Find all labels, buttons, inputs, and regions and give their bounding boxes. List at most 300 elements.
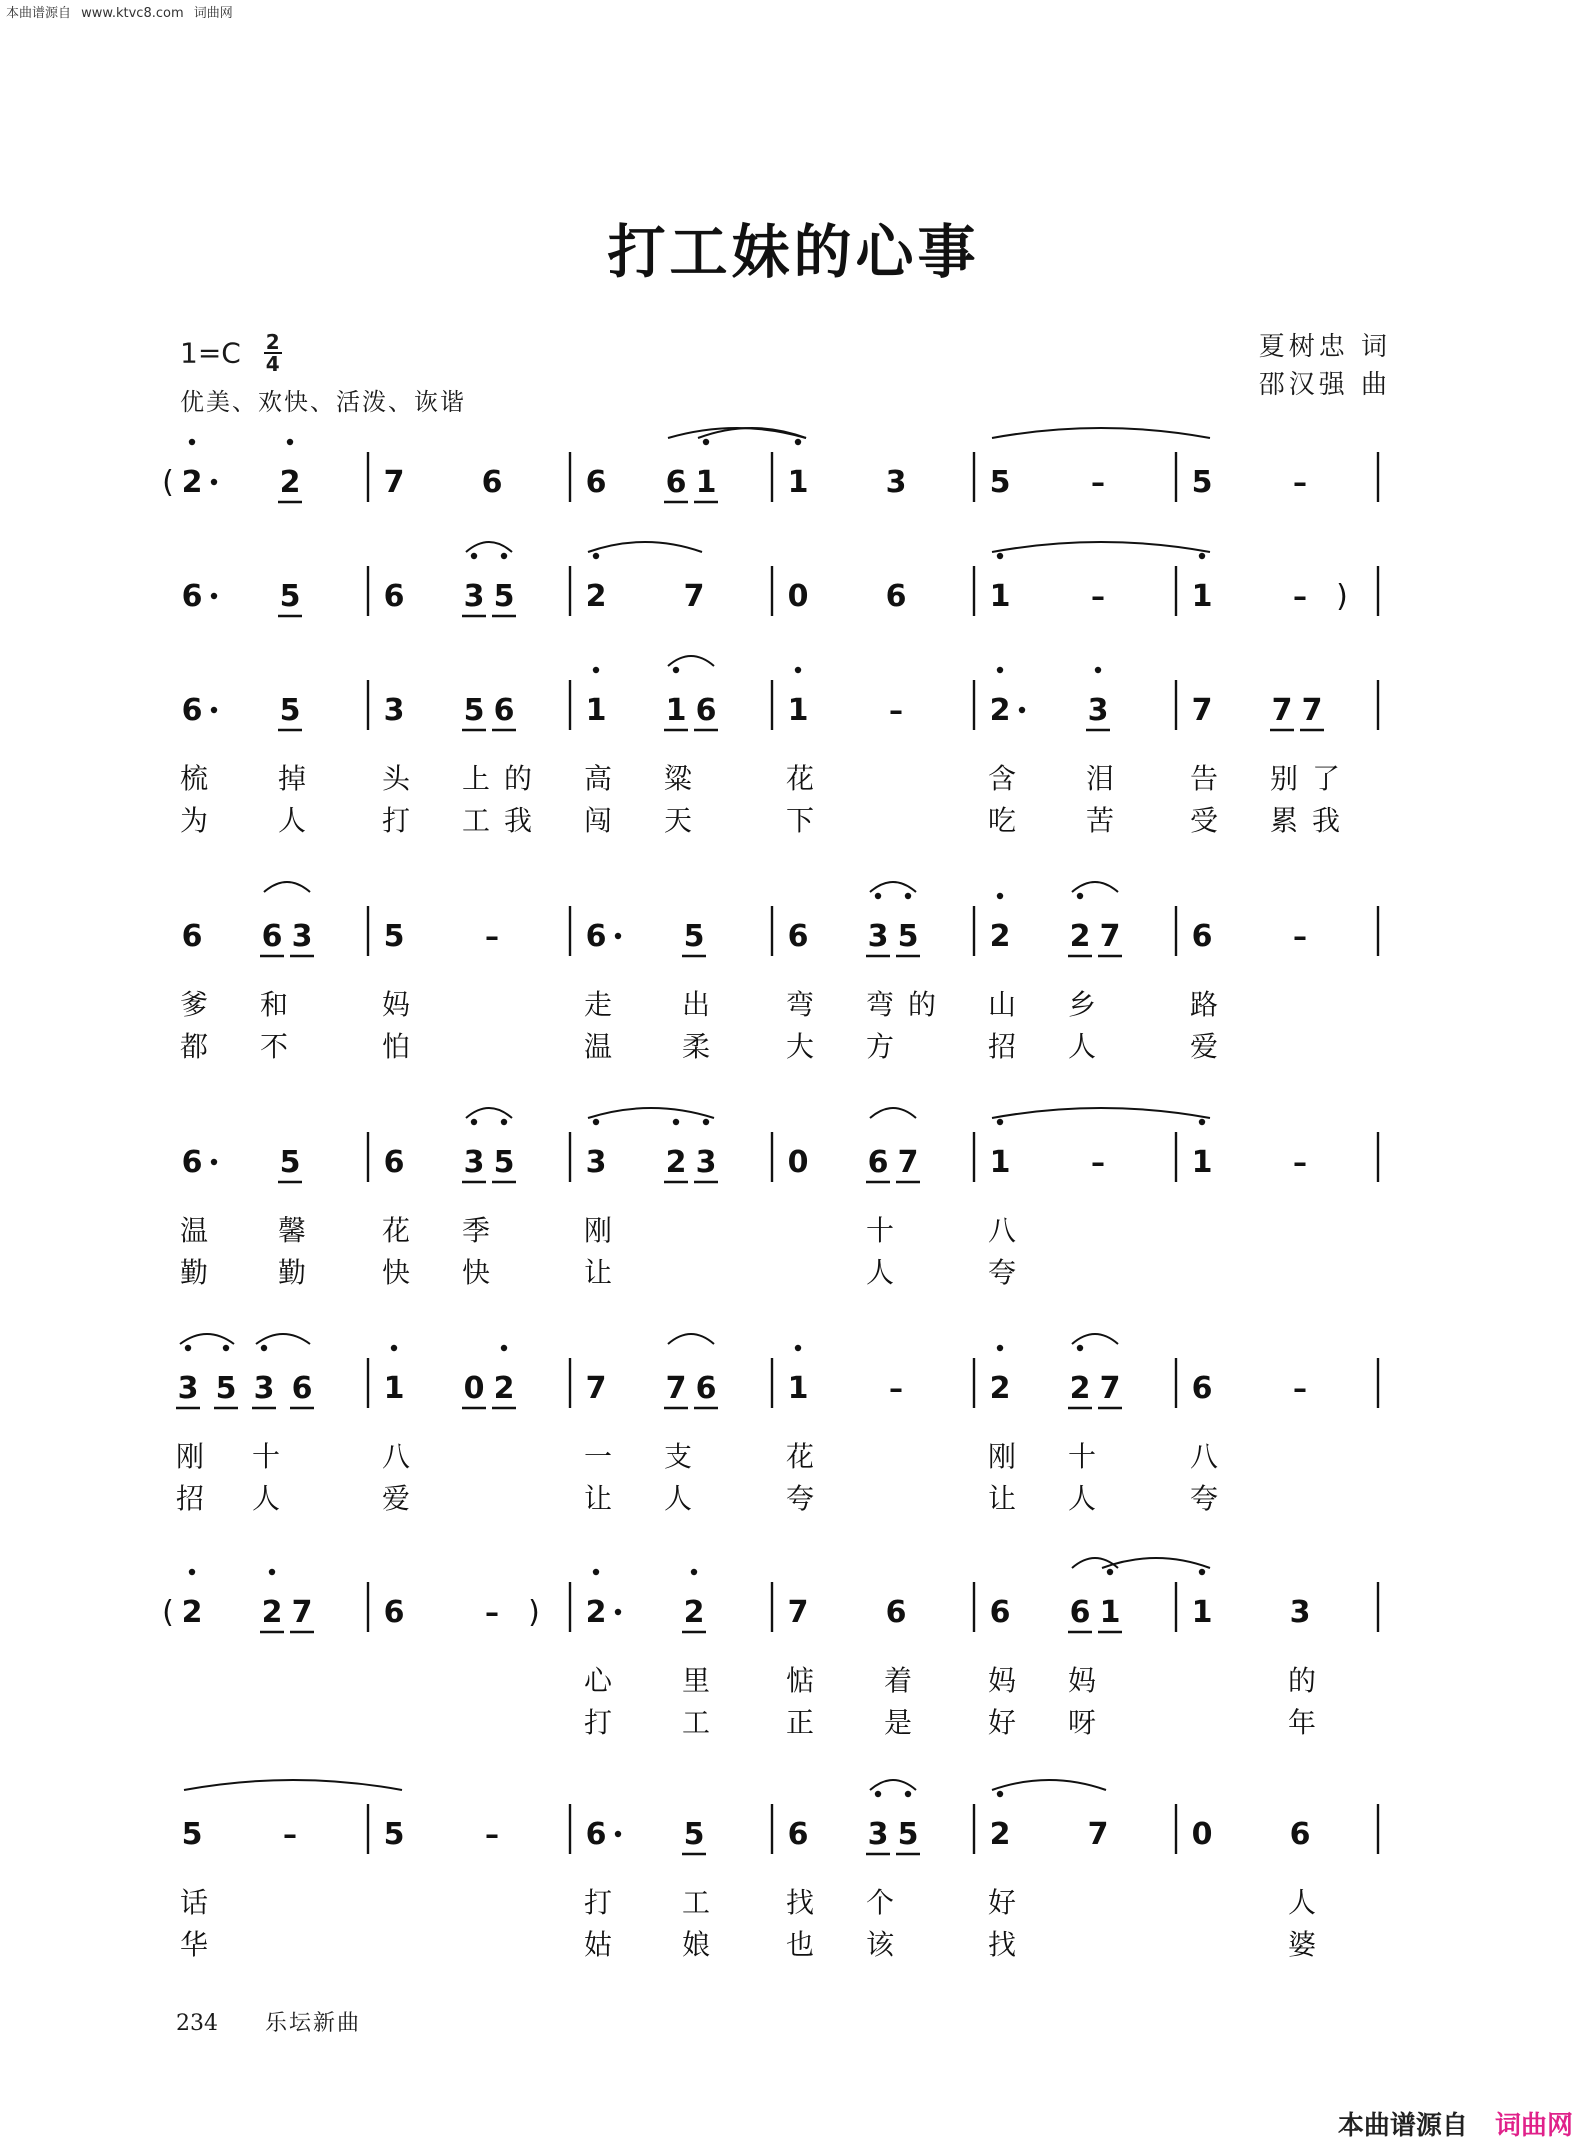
note-1: 1 <box>665 693 687 728</box>
lyric: 累我 <box>1270 804 1355 837</box>
note-2: 2 <box>279 465 301 500</box>
note-2: 2 <box>683 1595 705 1630</box>
note-2: 2 <box>1069 1371 1091 1406</box>
lyric: 梳 <box>180 762 223 795</box>
lyric: 粱 <box>664 762 707 795</box>
note-1: 1 <box>1191 579 1213 614</box>
note-5: 5 <box>493 1145 515 1180</box>
slur <box>1072 1558 1118 1568</box>
note-5: 5 <box>683 919 705 954</box>
lyric: 十 <box>1068 1440 1111 1473</box>
lyric: 人 <box>278 804 321 837</box>
slur <box>992 428 1210 438</box>
note-5: 5 <box>493 579 515 614</box>
lyric: 出 <box>682 988 725 1021</box>
lyric: 娘 <box>682 1928 725 1961</box>
slur <box>588 1108 714 1118</box>
lyric: 姑 <box>584 1928 627 1961</box>
note-6: 6 <box>585 465 607 500</box>
note-0: 0 <box>787 1145 809 1180</box>
lyric: 勤 <box>180 1256 223 1289</box>
lyric: 人 <box>866 1256 909 1289</box>
note-3: 3 <box>1289 1595 1311 1630</box>
lyric: 工我 <box>462 804 547 837</box>
slur <box>588 542 702 552</box>
note-6: 6 <box>493 693 515 728</box>
octave-dot <box>875 893 881 899</box>
slur <box>668 1334 714 1344</box>
slur <box>668 656 714 666</box>
octave-dot <box>1199 1119 1205 1125</box>
lyric: 妈 <box>988 1664 1031 1697</box>
note-1: 1 <box>1191 1145 1213 1180</box>
open-paren: ( <box>162 1595 174 1630</box>
slur <box>992 1780 1106 1790</box>
lyric: 勤 <box>278 1256 321 1289</box>
close-paren: ) <box>528 1595 540 1630</box>
lyric: 的 <box>1288 1664 1331 1697</box>
octave-dot <box>593 553 599 559</box>
slur <box>1072 882 1118 892</box>
sustain-dash: – <box>1293 1146 1307 1179</box>
octave-dot <box>997 1791 1003 1797</box>
note-2: 2 <box>181 465 203 500</box>
note-6: 6 <box>695 693 717 728</box>
note-6: 6 <box>585 1817 607 1852</box>
note-6: 6 <box>181 579 203 614</box>
note-5: 5 <box>989 465 1011 500</box>
sustain-dash: – <box>485 920 499 953</box>
note-7: 7 <box>1087 1817 1109 1852</box>
note-5: 5 <box>279 1145 301 1180</box>
augmentation-dot <box>615 1831 621 1837</box>
augmentation-dot <box>615 933 621 939</box>
lyric: 花 <box>382 1214 425 1247</box>
note-5: 5 <box>279 579 301 614</box>
lyric: 含 <box>988 762 1031 795</box>
lyric: 快 <box>382 1256 425 1289</box>
slur <box>184 1780 402 1790</box>
note-0: 0 <box>463 1371 485 1406</box>
sustain-dash: – <box>889 1372 903 1405</box>
octave-dot <box>269 1569 275 1575</box>
augmentation-dot <box>1019 707 1025 713</box>
lyric: 快 <box>462 1256 505 1289</box>
note-6: 6 <box>1069 1595 1091 1630</box>
lyric: 山 <box>988 988 1031 1021</box>
note-5: 5 <box>279 693 301 728</box>
watermark-site: 词曲网 <box>193 6 233 21</box>
octave-dot <box>1199 1569 1205 1575</box>
note-2: 2 <box>989 1371 1011 1406</box>
lyric: 季 <box>462 1214 505 1247</box>
lyric: 也 <box>786 1928 829 1961</box>
note-5: 5 <box>1191 465 1213 500</box>
note-7: 7 <box>665 1371 687 1406</box>
note-3: 3 <box>253 1371 275 1406</box>
note-5: 5 <box>683 1817 705 1852</box>
octave-dot <box>1077 893 1083 899</box>
lyric: 花 <box>786 1440 829 1473</box>
note-7: 7 <box>1271 693 1293 728</box>
book-name: 乐坛新曲 <box>265 2011 362 2036</box>
note-3: 3 <box>291 919 313 954</box>
tempo-marking: 优美、欢快、活泼、诙谐 <box>180 388 466 416</box>
slur <box>466 1108 512 1118</box>
note-1: 1 <box>989 1145 1011 1180</box>
lyric: 刚 <box>988 1440 1031 1473</box>
note-2: 2 <box>989 1817 1011 1852</box>
octave-dot <box>997 553 1003 559</box>
note-5: 5 <box>383 919 405 954</box>
octave-dot <box>1107 1569 1113 1575</box>
octave-dot <box>1199 553 1205 559</box>
note-1: 1 <box>695 465 717 500</box>
meter-denominator: 4 <box>265 352 280 376</box>
lyric: 招 <box>988 1030 1031 1063</box>
lyric: 个 <box>866 1886 909 1919</box>
note-3: 3 <box>383 693 405 728</box>
slur <box>992 1108 1210 1118</box>
note-6: 6 <box>181 693 203 728</box>
page-number: 234 <box>176 2011 218 2036</box>
bottom-watermark <box>1338 2105 1573 2142</box>
note-7: 7 <box>1099 1371 1121 1406</box>
note-6: 6 <box>291 1371 313 1406</box>
sustain-dash: – <box>1293 1372 1307 1405</box>
note-1: 1 <box>1099 1595 1121 1630</box>
lyric: 夸 <box>1190 1482 1233 1515</box>
note-2: 2 <box>261 1595 283 1630</box>
octave-dot <box>905 1791 911 1797</box>
lyric: 人 <box>1288 1886 1331 1919</box>
lyric: 里 <box>682 1664 725 1697</box>
lyric: 妈 <box>1068 1664 1111 1697</box>
sustain-dash: – <box>1091 466 1105 499</box>
octave-dot <box>1077 1345 1083 1351</box>
octave-dot <box>795 439 801 445</box>
lyric: 高 <box>584 762 627 795</box>
note-1: 1 <box>787 1371 809 1406</box>
lyric: 刚 <box>584 1214 627 1247</box>
lyric: 呀 <box>1068 1706 1111 1739</box>
octave-dot <box>875 1791 881 1797</box>
lyric: 华 <box>180 1928 223 1961</box>
sustain-dash: – <box>485 1596 499 1629</box>
note-1: 1 <box>787 693 809 728</box>
note-2: 2 <box>665 1145 687 1180</box>
lyric: 和 <box>260 988 303 1021</box>
octave-dot <box>185 1345 191 1351</box>
lyric: 话 <box>180 1886 223 1919</box>
lyric: 爱 <box>1190 1030 1233 1063</box>
watermark-brand[interactable]: 词曲网 <box>1494 2111 1573 2141</box>
lyric: 年 <box>1288 1706 1331 1739</box>
slur <box>1102 1558 1210 1568</box>
note-2: 2 <box>1069 919 1091 954</box>
lyric: 吃 <box>988 804 1031 837</box>
augmentation-dot <box>211 1159 217 1165</box>
octave-dot <box>501 1119 507 1125</box>
lyric: 支 <box>664 1440 707 1473</box>
octave-dot <box>997 1345 1003 1351</box>
note-7: 7 <box>787 1595 809 1630</box>
note-6: 6 <box>885 579 907 614</box>
lyric: 八 <box>1190 1440 1233 1473</box>
note-6: 6 <box>695 1371 717 1406</box>
octave-dot <box>673 1119 679 1125</box>
lyric: 馨 <box>278 1214 321 1247</box>
lyric: 八 <box>382 1440 425 1473</box>
lyric: 爱 <box>382 1482 425 1515</box>
octave-dot <box>593 667 599 673</box>
note-7: 7 <box>383 465 405 500</box>
lyricist: 夏树忠 词 <box>1258 332 1391 362</box>
lyric: 十 <box>252 1440 295 1473</box>
slur <box>264 882 310 892</box>
octave-dot <box>471 553 477 559</box>
key-name: 1=C <box>180 336 241 370</box>
note-1: 1 <box>989 579 1011 614</box>
sustain-dash: – <box>1091 580 1105 613</box>
lyric: 乡 <box>1068 988 1111 1021</box>
note-6: 6 <box>181 919 203 954</box>
lyric: 温 <box>180 1214 223 1247</box>
lyric: 让 <box>584 1256 627 1289</box>
sustain-dash: – <box>485 1818 499 1851</box>
lyric: 苦 <box>1086 804 1129 837</box>
lyric: 夸 <box>786 1482 829 1515</box>
sustain-dash: – <box>283 1818 297 1851</box>
lyric: 着 <box>884 1664 927 1697</box>
lyric: 八 <box>988 1214 1031 1247</box>
octave-dot <box>189 439 195 445</box>
lyric: 人 <box>1068 1482 1111 1515</box>
note-3: 3 <box>867 1817 889 1852</box>
lyric: 十 <box>866 1214 909 1247</box>
note-7: 7 <box>291 1595 313 1630</box>
octave-dot <box>501 553 507 559</box>
lyric: 招 <box>176 1482 219 1515</box>
note-6: 6 <box>989 1595 1011 1630</box>
octave-dot <box>795 667 801 673</box>
note-1: 1 <box>787 465 809 500</box>
lyric: 惦 <box>786 1664 829 1697</box>
sustain-dash: – <box>1293 466 1307 499</box>
note-5: 5 <box>897 1817 919 1852</box>
note-3: 3 <box>463 579 485 614</box>
lyric: 为 <box>180 804 223 837</box>
note-3: 3 <box>177 1371 199 1406</box>
octave-dot <box>703 1119 709 1125</box>
meter-numerator: 2 <box>265 330 280 354</box>
lyric: 大 <box>786 1030 829 1063</box>
note-2: 2 <box>585 1595 607 1630</box>
lyric: 打 <box>382 804 425 837</box>
lyric: 人 <box>252 1482 295 1515</box>
lyric: 走 <box>584 988 627 1021</box>
lyric: 头 <box>382 762 425 795</box>
lyric: 是 <box>884 1706 927 1739</box>
octave-dot <box>795 1345 801 1351</box>
slur <box>870 1780 916 1790</box>
note-2: 2 <box>493 1371 515 1406</box>
lyric: 该 <box>866 1928 909 1961</box>
lyric: 柔 <box>682 1030 725 1063</box>
lyric: 人 <box>1068 1030 1111 1063</box>
sustain-dash: – <box>889 694 903 727</box>
page-footer <box>176 2006 361 2037</box>
octave-dot <box>1095 667 1101 673</box>
octave-dot <box>501 1345 507 1351</box>
note-6: 6 <box>787 919 809 954</box>
note-6: 6 <box>481 465 503 500</box>
note-6: 6 <box>181 1145 203 1180</box>
augmentation-dot <box>211 593 217 599</box>
lyric: 好 <box>988 1706 1031 1739</box>
lyric: 方 <box>866 1030 909 1063</box>
lyric: 找 <box>786 1886 829 1919</box>
lyric: 打 <box>584 1886 627 1919</box>
slur <box>1072 1334 1118 1344</box>
note-3: 3 <box>463 1145 485 1180</box>
lyric: 妈 <box>382 988 425 1021</box>
sustain-dash: – <box>1293 580 1307 613</box>
note-5: 5 <box>383 1817 405 1852</box>
lyric: 泪 <box>1086 762 1129 795</box>
note-6: 6 <box>261 919 283 954</box>
close-paren: ) <box>1336 579 1348 614</box>
note-6: 6 <box>885 1595 907 1630</box>
slur <box>870 882 916 892</box>
note-1: 1 <box>383 1371 405 1406</box>
augmentation-dot <box>211 479 217 485</box>
note-6: 6 <box>1191 919 1213 954</box>
note-0: 0 <box>787 579 809 614</box>
octave-dot <box>471 1119 477 1125</box>
lyric: 找 <box>988 1928 1031 1961</box>
note-6: 6 <box>1289 1817 1311 1852</box>
note-6: 6 <box>1191 1371 1213 1406</box>
octave-dot <box>997 1119 1003 1125</box>
augmentation-dot <box>211 707 217 713</box>
octave-dot <box>997 893 1003 899</box>
sustain-dash: – <box>1091 1146 1105 1179</box>
lyric: 弯 <box>786 988 829 1021</box>
lyric: 弯的 <box>866 988 951 1021</box>
lyric: 刚 <box>176 1440 219 1473</box>
note-2: 2 <box>585 579 607 614</box>
note-6: 6 <box>585 919 607 954</box>
lyric: 告 <box>1190 762 1233 795</box>
composer: 邵汉强 曲 <box>1258 370 1391 400</box>
lyric: 打 <box>584 1706 627 1739</box>
lyric: 天 <box>664 804 707 837</box>
slur <box>466 542 512 552</box>
note-5: 5 <box>463 693 485 728</box>
lyric: 让 <box>988 1482 1031 1515</box>
note-6: 6 <box>867 1145 889 1180</box>
note-7: 7 <box>1301 693 1323 728</box>
note-7: 7 <box>683 579 705 614</box>
octave-dot <box>691 1569 697 1575</box>
note-5: 5 <box>215 1371 237 1406</box>
note-2: 2 <box>181 1595 203 1630</box>
note-7: 7 <box>585 1371 607 1406</box>
note-0: 0 <box>1191 1817 1213 1852</box>
lyric: 婆 <box>1288 1928 1331 1961</box>
note-2: 2 <box>989 693 1011 728</box>
octave-dot <box>997 667 1003 673</box>
open-paren: ( <box>162 465 174 500</box>
note-5: 5 <box>181 1817 203 1852</box>
lyric: 爹 <box>180 988 223 1021</box>
octave-dot <box>261 1345 267 1351</box>
note-6: 6 <box>383 579 405 614</box>
augmentation-dot <box>615 1609 621 1615</box>
lyric: 上的 <box>462 762 547 795</box>
lyric: 都 <box>180 1030 223 1063</box>
octave-dot <box>703 439 709 445</box>
octave-dot <box>391 1345 397 1351</box>
lyric: 温 <box>584 1030 627 1063</box>
lyric: 花 <box>786 762 829 795</box>
note-5: 5 <box>897 919 919 954</box>
lyric: 正 <box>786 1706 829 1739</box>
note-2: 2 <box>989 919 1011 954</box>
slur <box>870 1108 916 1118</box>
note-3: 3 <box>885 465 907 500</box>
song-title: 打工妹的心事 <box>607 218 980 286</box>
octave-dot <box>189 1569 195 1575</box>
slur <box>256 1334 310 1344</box>
lyric: 闯 <box>584 804 627 837</box>
note-6: 6 <box>383 1145 405 1180</box>
lyric: 一 <box>584 1440 627 1473</box>
lyric: 工 <box>682 1706 725 1739</box>
watermark-source-bottom: 本曲谱源自 <box>1337 2111 1468 2141</box>
note-7: 7 <box>897 1145 919 1180</box>
note-1: 1 <box>1191 1595 1213 1630</box>
octave-dot <box>593 1569 599 1575</box>
note-7: 7 <box>1191 693 1213 728</box>
lyric: 受 <box>1190 804 1233 837</box>
lyric: 怕 <box>382 1030 425 1063</box>
note-3: 3 <box>695 1145 717 1180</box>
note-6: 6 <box>787 1817 809 1852</box>
slur <box>992 542 1210 552</box>
lyric: 工 <box>682 1886 725 1919</box>
lyric: 好 <box>988 1886 1031 1919</box>
note-6: 6 <box>665 465 687 500</box>
octave-dot <box>905 893 911 899</box>
watermark-url[interactable]: www.ktvc8.com <box>81 6 184 21</box>
lyric: 让 <box>584 1482 627 1515</box>
lyric: 不 <box>260 1030 303 1063</box>
note-3: 3 <box>867 919 889 954</box>
slur <box>180 1334 234 1344</box>
lyric: 下 <box>786 804 829 837</box>
note-3: 3 <box>585 1145 607 1180</box>
octave-dot <box>287 439 293 445</box>
lyric: 夸 <box>988 1256 1031 1289</box>
octave-dot <box>673 667 679 673</box>
lyric: 心 <box>584 1664 627 1697</box>
lyric: 人 <box>664 1482 707 1515</box>
octave-dot <box>593 1119 599 1125</box>
note-6: 6 <box>383 1595 405 1630</box>
note-7: 7 <box>1099 919 1121 954</box>
